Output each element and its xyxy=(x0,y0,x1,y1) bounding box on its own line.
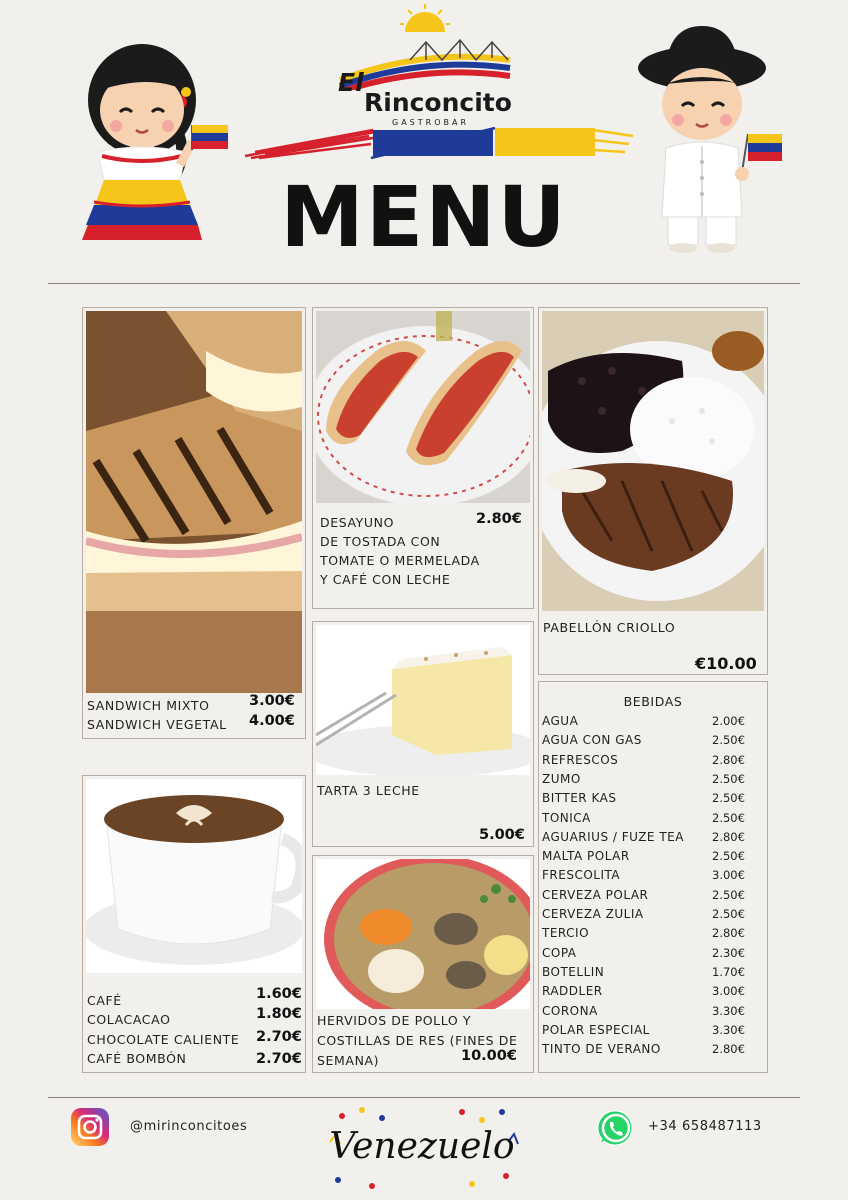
drink-price: 2.50€ xyxy=(712,810,745,825)
cafe-item-3-price: 2.70€ xyxy=(256,1029,302,1045)
venezuela-flag-brush-decoration xyxy=(245,126,635,160)
card-sandwich xyxy=(82,307,306,739)
drink-price: 2.80€ xyxy=(712,1042,745,1057)
drink-row xyxy=(542,1040,757,1059)
drink-name: CERVEZA POLAR xyxy=(542,887,649,902)
drink-price: 1.70€ xyxy=(712,964,745,979)
desayuno-line-2: DE TOSTADA CON xyxy=(320,534,441,549)
drink-row xyxy=(542,789,757,808)
hervidos-line-2: COSTILLAS DE RES (FINES DE xyxy=(317,1033,518,1048)
venezuelo-logo-text: Venezuelo xyxy=(329,1126,515,1167)
whatsapp-icon[interactable] xyxy=(596,1108,636,1148)
drink-name: TINTO DE VERANO xyxy=(542,1042,661,1057)
brand-subtitle: GASTROBAR xyxy=(392,118,470,127)
drink-row xyxy=(542,847,757,866)
drink-price: 2.80€ xyxy=(712,829,745,844)
drink-price: 2.50€ xyxy=(712,771,745,786)
drink-price: 2.80€ xyxy=(712,926,745,941)
drink-name: BOTELLIN xyxy=(542,964,605,979)
instagram-icon[interactable] xyxy=(71,1108,109,1146)
drink-price: 2.80€ xyxy=(712,752,745,767)
girl-mascot-illustration xyxy=(80,30,230,245)
drink-row xyxy=(542,963,757,982)
card-pabellon xyxy=(538,307,768,675)
cafe-item-2-price: 1.80€ xyxy=(256,1006,302,1022)
drink-row xyxy=(542,1002,757,1021)
drink-row xyxy=(542,828,757,847)
bebidas-title: BEBIDAS xyxy=(623,694,683,709)
card-cafe xyxy=(82,775,306,1073)
cafe-item-2-name: COLACACAO xyxy=(87,1012,171,1027)
drink-name: TERCIO xyxy=(542,926,590,941)
drink-name: FRESCOLITA xyxy=(542,868,621,883)
drink-price: 2.50€ xyxy=(712,791,745,806)
cafe-item-1-name: CAFÉ xyxy=(87,993,122,1008)
drink-name: CERVEZA ZULIA xyxy=(542,907,644,921)
desayuno-price: 2.80€ xyxy=(476,511,522,527)
drink-name: COPA xyxy=(542,945,577,960)
drink-row xyxy=(542,809,757,828)
drink-row xyxy=(542,982,757,1001)
tarta-photo xyxy=(316,625,530,775)
drink-row xyxy=(542,944,757,963)
drink-name: REFRESCOS xyxy=(542,752,619,767)
hervidos-line-3: SEMANA) xyxy=(317,1053,380,1068)
pabellon-price: €10.00 xyxy=(695,654,757,673)
tarta-name: TARTA 3 LECHE xyxy=(317,783,420,798)
drink-row xyxy=(542,712,757,731)
drink-price: 2.50€ xyxy=(712,849,745,864)
cafe-photo xyxy=(86,779,302,973)
drink-row xyxy=(542,770,757,789)
card-desayuno xyxy=(312,307,534,609)
drink-price: 2.50€ xyxy=(712,887,745,902)
pabellon-name: PABELLÓN CRIOLLO xyxy=(543,620,676,635)
brand-name-rinconcito: Rinconcito xyxy=(364,88,512,117)
desayuno-line-4: Y CAFÉ CON LECHE xyxy=(320,572,451,587)
drink-row xyxy=(542,751,757,770)
cafe-item-1-price: 1.60€ xyxy=(256,986,302,1002)
drink-name: AGUARIUS / FUZE TEA xyxy=(542,829,684,844)
drink-name: BITTER KAS xyxy=(542,791,617,806)
drink-row xyxy=(542,731,757,750)
sandwich-item-2-name: SANDWICH VEGETAL xyxy=(87,717,227,732)
instagram-handle[interactable]: @mirinconcitoes xyxy=(130,1119,248,1134)
drink-row xyxy=(542,905,757,924)
sandwich-item-1-price: 3.00€ xyxy=(249,693,295,709)
sandwich-item-2-price: 4.00€ xyxy=(249,713,295,729)
desayuno-photo xyxy=(316,311,530,503)
drink-name: RADDLER xyxy=(542,984,603,999)
sandwich-item-1-name: SANDWICH MIXTO xyxy=(87,698,210,713)
card-bebidas xyxy=(538,681,768,1073)
drink-price: 2.50€ xyxy=(712,733,745,748)
header-divider xyxy=(48,283,800,284)
cafe-item-4-price: 2.70€ xyxy=(256,1051,302,1067)
boy-mascot-illustration xyxy=(636,22,786,254)
hervidos-photo xyxy=(316,859,530,1009)
drink-price: 3.30€ xyxy=(712,1003,745,1018)
card-hervidos xyxy=(312,855,534,1073)
drink-name: CORONA xyxy=(542,1003,598,1018)
drink-price: 3.30€ xyxy=(712,1022,745,1037)
desayuno-line-3: TOMATE O MERMELADA xyxy=(320,553,480,568)
drink-row xyxy=(542,1021,757,1040)
drink-price: 2.50€ xyxy=(712,907,745,921)
drink-name: MALTA POLAR xyxy=(542,849,630,864)
hervidos-line-1: HERVIDOS DE POLLO Y xyxy=(317,1013,472,1028)
tarta-price: 5.00€ xyxy=(479,827,525,843)
card-tarta xyxy=(312,621,534,847)
drink-name: POLAR ESPECIAL xyxy=(542,1022,650,1037)
drink-row xyxy=(542,924,757,943)
desayuno-line-1: DESAYUNO xyxy=(320,515,395,530)
drink-name: AGUA xyxy=(542,714,579,728)
drink-row xyxy=(542,886,757,905)
drink-name: ZUMO xyxy=(542,771,581,786)
drink-price: 2.00€ xyxy=(712,714,745,728)
brand-logo xyxy=(330,4,520,132)
venezuelo-logo xyxy=(322,1102,522,1192)
brand-name-el: El xyxy=(338,68,364,97)
cafe-item-3-name: CHOCOLATE CALIENTE xyxy=(87,1032,240,1047)
cafe-item-4-name: CAFÉ BOMBÓN xyxy=(87,1051,187,1066)
drink-row xyxy=(542,866,757,885)
pabellon-photo xyxy=(542,311,764,611)
drink-price: 3.00€ xyxy=(712,984,745,999)
drink-name: AGUA CON GAS xyxy=(542,733,642,748)
footer-divider xyxy=(48,1097,800,1098)
phone-number[interactable]: +34 658487113 xyxy=(648,1119,762,1134)
drink-price: 2.30€ xyxy=(712,945,745,960)
drink-price: 3.00€ xyxy=(712,868,745,883)
sun-icon xyxy=(400,4,450,34)
page-title: MENU xyxy=(280,168,568,266)
drink-name: TONICA xyxy=(542,810,591,825)
hervidos-price: 10.00€ xyxy=(461,1048,517,1064)
sandwich-photo xyxy=(86,311,302,693)
